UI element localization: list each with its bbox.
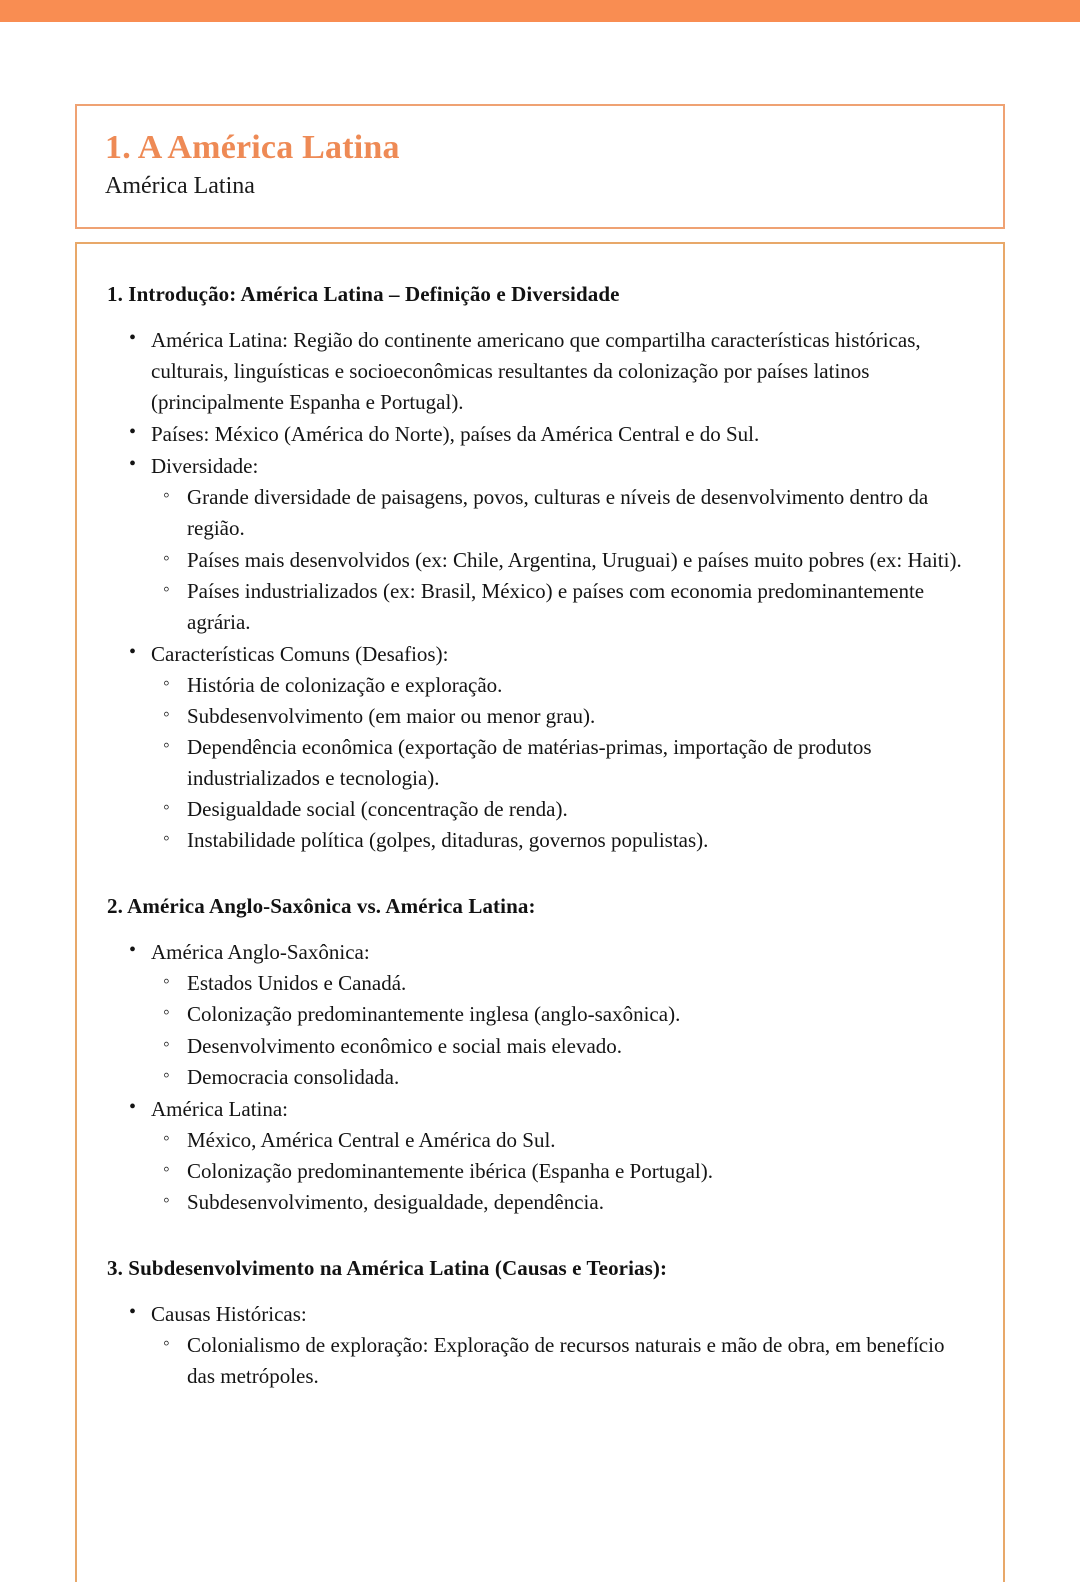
list-item — [107, 325, 973, 418]
page-title: 1. A América Latina — [105, 129, 400, 166]
sub-list-item — [151, 732, 973, 794]
sub-list-item-text: Democracia consolidada. — [187, 1064, 400, 1089]
list-item-text: América Latina: Região do continente americano que compartilha características históricas, culturais, linguísticas e socioeconômicas resultantes da colonização por países latinos (principalmente Espanha e Portugal). — [151, 328, 921, 415]
section-list — [107, 937, 973, 1218]
sub-list — [151, 968, 973, 1092]
sub-list-item-text: Países mais desenvolvidos (ex: Chile, Argentina, Uruguai) e países muito pobres (ex: Haiti). — [187, 547, 962, 572]
sub-list-item — [151, 1156, 973, 1187]
sub-list-item — [151, 1125, 973, 1156]
sub-list-item-text: Instabilidade política (golpes, ditaduras, governos populistas). — [187, 828, 709, 853]
section-list — [107, 1299, 973, 1392]
sub-list-item-text: México, América Central e América do Sul. — [187, 1127, 556, 1152]
sub-list-item — [151, 794, 973, 825]
list-item-text: América Latina: — [151, 1096, 289, 1121]
sub-list-item-text: Estados Unidos e Canadá. — [187, 971, 407, 996]
sub-list-item-text: Subdesenvolvimento, desigualdade, dependência. — [187, 1189, 604, 1214]
list-item — [107, 639, 973, 857]
sub-list-item-text: História de colonização e exploração. — [187, 672, 503, 697]
list-item — [107, 1299, 973, 1392]
sub-list-item-text: Dependência econômica (exportação de matérias-primas, importação de produtos industrializados e tecnologia). — [187, 735, 872, 791]
sub-list-item — [151, 1031, 973, 1062]
list-item-text: Países: México (América do Norte), países da América Central e do Sul. — [151, 422, 760, 447]
list-item — [107, 1094, 973, 1218]
sub-list-item-text: Grande diversidade de paisagens, povos, culturas e níveis de desenvolvimento dentro da região. — [187, 485, 929, 541]
section-list — [107, 325, 973, 856]
section-heading: 2. América Anglo-Saxônica vs. América Latina: — [107, 894, 536, 919]
sub-list-item — [151, 1062, 973, 1093]
sub-list — [151, 670, 973, 856]
sub-list-item — [151, 670, 973, 701]
sub-list-item-text: Colonização predominantemente inglesa (anglo-saxônica). — [187, 1002, 681, 1027]
document-content-box — [75, 242, 1005, 1582]
sub-list-item-text: Subdesenvolvimento (em maior ou menor grau). — [187, 703, 596, 728]
sub-list-item-text: Colonização predominantemente ibérica (Espanha e Portugal). — [187, 1158, 713, 1183]
sub-list-item-text: Colonialismo de exploração: Exploração de recursos naturais e mão de obra, em benefício das metrópoles. — [187, 1333, 945, 1389]
sub-list-item-text: Países industrializados (ex: Brasil, México) e países com economia predominantemente agrária. — [187, 578, 925, 634]
list-item-text: Causas Históricas: — [151, 1302, 307, 1327]
sub-list-item — [151, 1330, 973, 1392]
sub-list-item-text: Desenvolvimento econômico e social mais elevado. — [187, 1033, 623, 1058]
top-accent-bar — [0, 0, 1080, 22]
section-heading: 3. Subdesenvolvimento na América Latina (Causas e Teorias): — [107, 1256, 668, 1281]
list-item-text: América Anglo-Saxônica: — [151, 940, 370, 965]
sub-list-item — [151, 545, 973, 576]
section-heading: 1. Introdução: América Latina – Definição e Diversidade — [107, 282, 620, 306]
sub-list-item — [151, 1187, 973, 1218]
list-item — [107, 451, 973, 637]
sub-list-item — [151, 825, 973, 856]
list-item — [107, 419, 973, 450]
sub-list-item — [151, 701, 973, 732]
sub-list-item — [151, 576, 973, 638]
sub-list-item — [151, 482, 973, 544]
sub-list-item-text: Desigualdade social (concentração de renda). — [187, 797, 568, 822]
sub-list-item — [151, 968, 973, 999]
sub-list — [151, 1330, 973, 1392]
list-item-text: Características Comuns (Desafios): — [151, 641, 449, 666]
sub-list — [151, 1125, 973, 1218]
page-subtitle: América Latina — [105, 173, 255, 200]
sub-list — [151, 482, 973, 637]
sub-list-item — [151, 999, 973, 1030]
document-header-box — [75, 104, 1005, 229]
list-item — [107, 937, 973, 1092]
list-item-text: Diversidade: — [151, 454, 259, 479]
